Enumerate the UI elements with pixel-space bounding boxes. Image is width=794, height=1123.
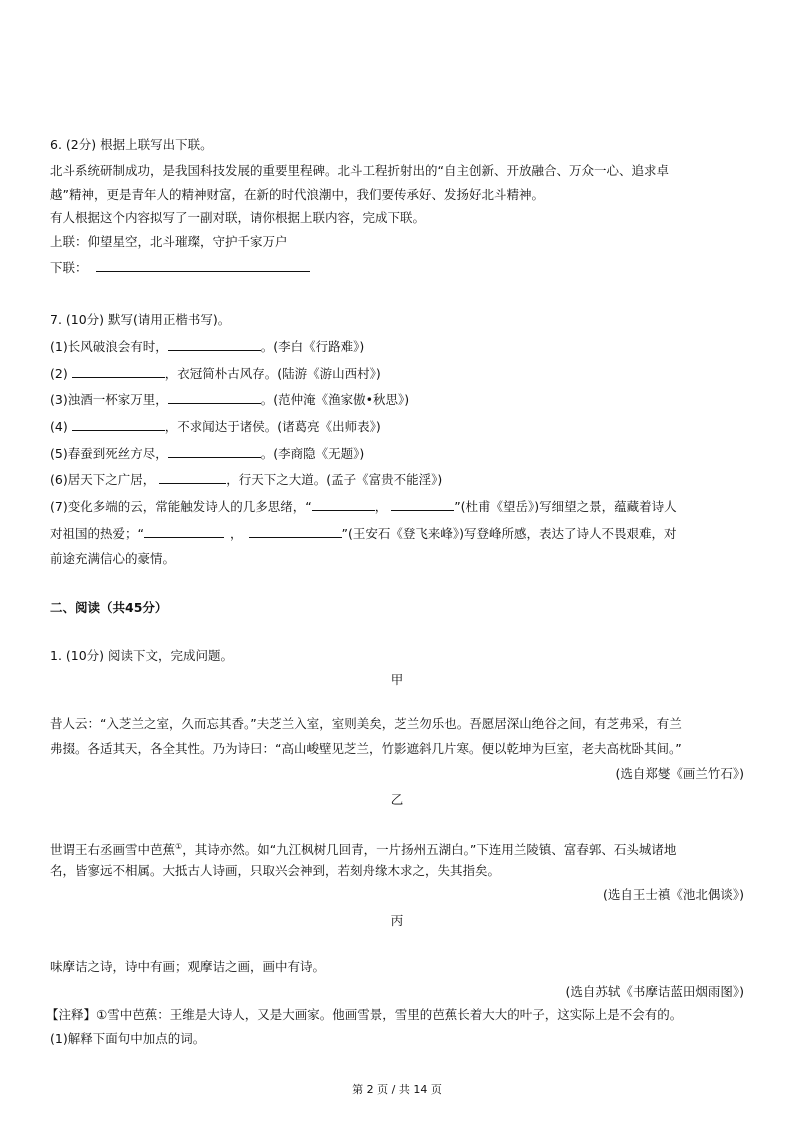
answer-blank[interactable]: [159, 471, 226, 484]
answer-blank[interactable]: [72, 365, 165, 378]
answer-blank[interactable]: [249, 525, 342, 538]
passage-yi-line: 世谓王右丞画雪中芭蕉①，其诗亦然。如“九江枫树几回青，一片扬州五湖白。”下连用兰陵镇、富春郭、石头城诸地: [50, 842, 677, 858]
passage-jia-line: 弗掇。各适其天，各全其性。乃为诗曰：“高山峻壁见芝兰，竹影遮斜几片寒。便以乾坤为巨室，老夫高枕卧其间。”: [50, 741, 682, 756]
dictation-line-3: (3)浊酒一杯家万里， 。(范仲淹《渔家傲•秋思》): [50, 392, 410, 407]
dictation-line-1: (1)长风破浪会有时， 。(李白《行路难》): [50, 339, 365, 354]
dictation-line-9: 前途充满信心的豪情。: [50, 551, 176, 566]
passage-label-yi: 乙: [390, 792, 404, 807]
dictation-line-5: (5)春蚕到死丝方尽， 。(李商隐《无题》): [50, 446, 365, 461]
answer-blank[interactable]: [391, 498, 454, 511]
footnote-marker: ①: [175, 842, 183, 851]
q6-paragraph-line: 越”精神，更是青年人的精神财富，在新的时代浪潮中，我们要传承好、发扬好北斗精神。: [50, 187, 544, 202]
answer-blank[interactable]: [312, 498, 375, 511]
answer-blank[interactable]: [168, 391, 261, 404]
q7-heading: 7. (10分) 默写(请用正楷书写)。: [50, 312, 231, 327]
section-heading: 二、阅读（共45分）: [50, 600, 168, 615]
annotation-note: 【注释】①雪中芭蕉：王维是大诗人，又是大画家。他画雪景，雪里的芭蕉长着大大的叶子，这实际上是不会有的。: [46, 1007, 683, 1022]
answer-blank[interactable]: [144, 525, 224, 538]
passage-jia-source: (选自郑燮《画兰竹石》): [615, 766, 744, 781]
lower-couplet-line: [50, 259, 744, 277]
q6-heading: 6. (2分) 根据上联写出下联。: [50, 137, 213, 152]
lower-couplet-label: 下联：: [50, 260, 88, 275]
answer-blank[interactable]: [168, 445, 261, 458]
passage-yi-source: (选自王士禛《池北偶谈》): [602, 887, 744, 902]
answer-blank[interactable]: [168, 338, 261, 351]
dictation-line-2: (2) ，衣冠简朴古风存。(陆游《游山西村》): [50, 366, 381, 381]
q6-paragraph-line: 北斗系统研制成功，是我国科技发展的重要里程碑。北斗工程折射出的“自主创新、开放融合、万众一心、追求卓: [50, 163, 669, 178]
sub-question: (1)解释下面句中加点的词。: [50, 1031, 206, 1046]
q6-instruction: 有人根据这个内容拟写了一副对联，请你根据上联内容，完成下联。: [50, 210, 426, 225]
passage-label-bing: 丙: [390, 913, 404, 928]
passage-bing-source: (选自苏轼《书摩诘蓝田烟雨图》): [565, 984, 744, 999]
passage-yi-line: 名，皆寥远不相属。大抵古人诗画，只取兴会神到，若刻舟缘木求之，失其指矣。: [50, 863, 501, 878]
dictation-line-6: (6)居天下之广居， ，行天下之大道。(孟子《富贵不能淫》): [50, 472, 443, 487]
upper-couplet: 上联：仰望星空，北斗璀璨，守护千家万户: [50, 234, 288, 249]
answer-blank[interactable]: [72, 418, 165, 431]
reading-question-heading: 1. (10分) 阅读下文，完成问题。: [50, 648, 234, 663]
passage-jia-line: 昔人云：“入芝兰之室，久而忘其香。”夫芝兰入室，室则美矣，芝兰勿乐也。吾愿居深山绝谷之间，有芝弗采，有兰: [50, 716, 682, 731]
dictation-line-4: (4) ，不求闻达于诸侯。(诸葛亮《出师表》): [50, 419, 381, 434]
page-footer: 第 2 页 / 共 14 页: [352, 1083, 442, 1096]
dictation-line-8: 对祖国的热爱；“ ， ”(王安石《登飞来峰》)写登峰所感，表达了诗人不畏艰难，对: [50, 526, 677, 541]
passage-bing-line: 味摩诘之诗，诗中有画；观摩诘之画，画中有诗。: [50, 959, 326, 974]
lower-couplet-blank[interactable]: [96, 259, 310, 272]
passage-label-jia: 甲: [390, 672, 404, 687]
dictation-line-7: (7)变化多端的云，常能触发诗人的几多思绪，“ ， ”(杜甫《望岳》)写细望之景，蕴藏着诗人: [50, 499, 677, 514]
